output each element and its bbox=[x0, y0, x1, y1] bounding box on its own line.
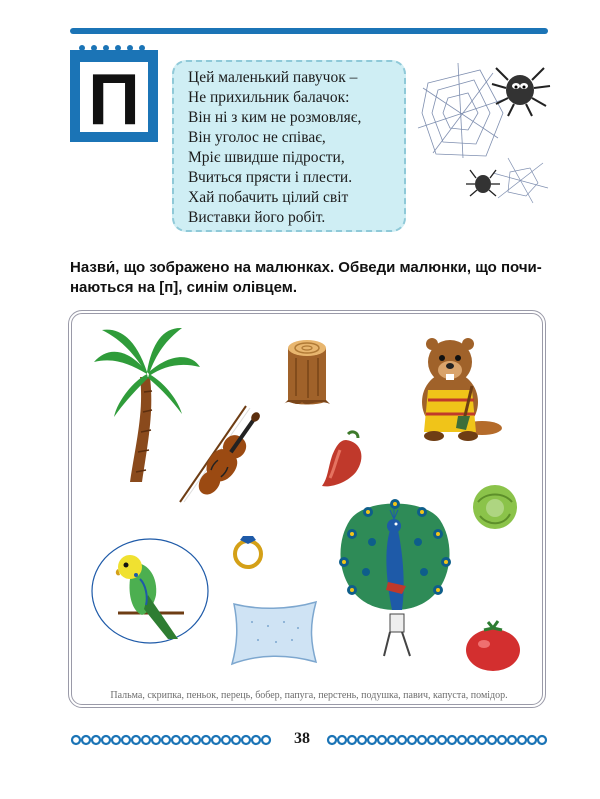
violin-icon bbox=[176, 402, 260, 506]
page-number: 38 bbox=[294, 730, 310, 747]
picture-caption: Пальма, скрипка, пеньок, перець, бобер, папуга, перстень, подушка, павич, капуста, помідор. bbox=[110, 690, 508, 701]
poem-line: Цей маленький павучок – bbox=[188, 69, 358, 86]
small-spider-icon bbox=[466, 170, 500, 196]
poem-line: Він ні з ким не розмовляє, bbox=[188, 109, 362, 126]
pepper-icon bbox=[318, 428, 366, 490]
small-web-icon bbox=[493, 158, 548, 203]
poem-line: Вчиться прясти і плести. bbox=[188, 169, 353, 186]
poem-line: Він уголос не співає, bbox=[188, 129, 326, 146]
poem-line: Не прихильник балачок: bbox=[188, 89, 350, 106]
letter-glyph: П bbox=[88, 60, 140, 140]
peacock-icon bbox=[330, 490, 460, 662]
beaver-icon bbox=[410, 336, 502, 442]
chain-decoration-right bbox=[326, 734, 548, 746]
task-line-2: наються на [п], синім олівцем. bbox=[70, 279, 298, 296]
tomato-icon bbox=[464, 618, 522, 672]
task-line-1: Назви́, що зображено на малюнках. Обведи малюнки, що почи- bbox=[70, 259, 542, 276]
cabbage-icon bbox=[470, 482, 520, 532]
spider-web-icon bbox=[418, 63, 508, 158]
spiders-illustration bbox=[408, 58, 558, 208]
poem-line: Мріє швидше підрости, bbox=[188, 149, 345, 166]
letter-card bbox=[70, 42, 158, 142]
chain-decoration-left bbox=[70, 734, 278, 746]
parrot-icon bbox=[88, 535, 212, 647]
top-rule bbox=[70, 28, 548, 34]
pillow-icon bbox=[228, 596, 320, 668]
poem-line: Хай побачить цілий світ bbox=[188, 189, 349, 206]
ring-icon bbox=[230, 528, 266, 572]
stump-icon bbox=[282, 338, 332, 410]
poem-line: Виставки його робіт. bbox=[188, 209, 326, 226]
poem-box bbox=[172, 60, 406, 232]
